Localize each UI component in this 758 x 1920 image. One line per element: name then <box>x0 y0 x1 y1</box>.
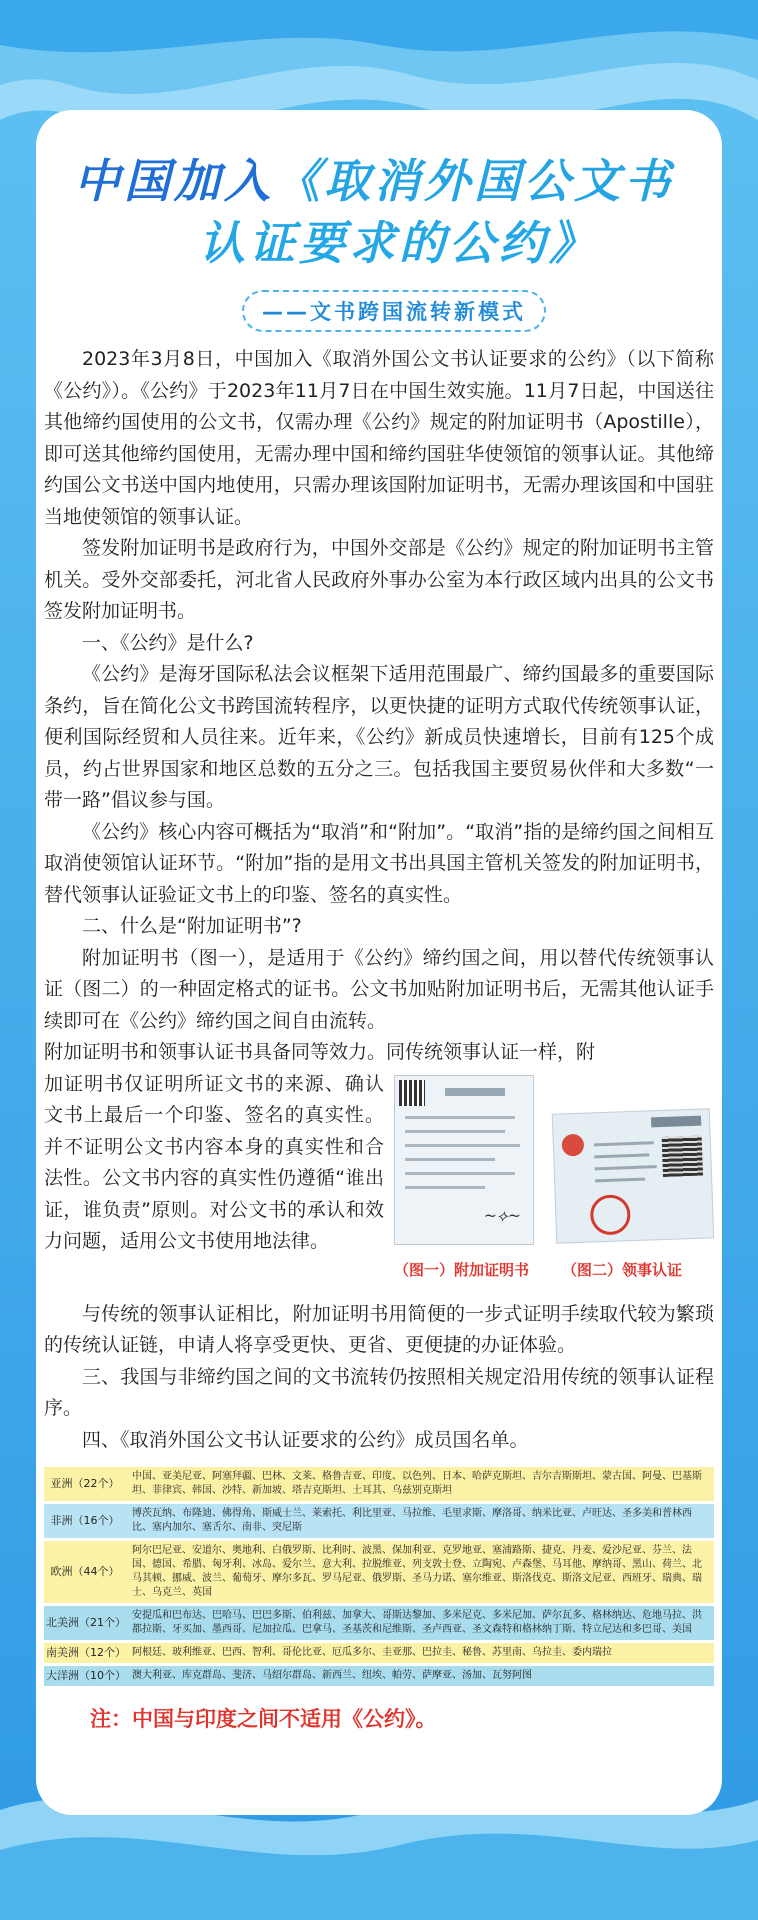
paragraph: 《公约》是海牙国际私法会议框架下适用范围最广、缔约国最多的重要国际条约，旨在简化公文书跨国流转程序，以更快捷的证明方式取代传统领事认证，便利国际经贸和人员往来。近年来，《公约》新成员快速增长，目前有125个成员，约占世界国家和地区总数的五分之三。包括我国主要贸易伙伴和大多数“一带一路”倡议参与国。 <box>44 663 714 811</box>
doc-line <box>595 1165 657 1170</box>
continent-cell: 南美洲（12个） <box>44 1643 126 1663</box>
doc-header <box>651 1115 701 1127</box>
paragraph: 附加证明书（图一），是适用于《公约》缔约国之间，用以替代传统领事认证（图二）的一种固定格式的证书。公文书加贴附加证明书后，无需其他认证手续即可在《公约》缔约国之间自由流转。 <box>44 946 714 1032</box>
countries-cell: 博茨瓦纳、布隆迪、佛得角、斯威士兰、莱索托、利比里亚、马拉维、毛里求斯、摩洛哥、纳米比亚、卢旺达、圣多美和普林西比、塞内加尔、塞舌尔、南非、突尼斯 <box>126 1504 714 1538</box>
figure-row <box>44 1069 714 1299</box>
doc-line <box>405 1186 485 1189</box>
doc-line <box>595 1177 645 1182</box>
section-heading: 二、什么是“附加证明书”? <box>82 915 302 937</box>
title-line-1 <box>74 150 714 212</box>
table-row <box>44 1643 714 1663</box>
continent-cell: 欧洲（44个） <box>44 1541 126 1603</box>
continent-cell: 非洲（16个） <box>44 1504 126 1538</box>
emblem-icon <box>562 1133 585 1156</box>
table-row <box>44 1666 714 1686</box>
paragraph: 附加证明书和领事认证书具备同等效力。同传统领事认证一样，附 <box>44 1041 596 1063</box>
title-prefix: 中国加入 <box>74 154 274 208</box>
doc-line <box>405 1144 520 1147</box>
paragraph: 《公约》核心内容可概括为“取消”和“附加”。“取消”指的是缔约国之间相互取消使领馆认证环节。“附加”指的是用文书出具国主管机关签发的附加证明书，替代领事认证验证文书上的印鉴、签名的真实性。 <box>44 820 714 906</box>
table-row <box>44 1467 714 1501</box>
body-text <box>44 344 714 1456</box>
doc-line <box>405 1158 495 1161</box>
signature-icon: ~⟡~ <box>483 1206 521 1225</box>
countries-cell: 阿根廷、玻利维亚、巴西、智利、哥伦比亚、厄瓜多尔、圭亚那、巴拉圭、秘鲁、苏里南、乌拉圭、委内瑞拉 <box>126 1643 714 1663</box>
paragraph: 2023年3月8日，中国加入《取消外国公文书认证要求的公约》（以下简称《公约》）。《公约》于2023年11月7日在中国生效实施。11月7日起，中国送往其他缔约国使用的公文书，仅需办理《公约》规定的附加证明书（Apostille），即可送其他缔约国使用，无需办理中国和缔约国驻华使领馆的领事认证。其他缔约国公文书送中国内地使用，只需办理该国附加证明书，无需办理该国和中国驻当地使领馆的领事认证。 <box>44 348 714 528</box>
continent-cell: 大洋洲（10个） <box>44 1666 126 1686</box>
poster-content <box>44 150 714 1733</box>
subtitle-wrap <box>74 290 714 332</box>
title-line-2: 认证要求的公约》 <box>199 216 599 270</box>
consular-legalization-image <box>552 1108 714 1243</box>
section-heading: 一、《公约》是什么? <box>82 631 254 654</box>
doc-line <box>594 1153 649 1158</box>
doc-header <box>445 1088 505 1096</box>
figure-caption-2: （图二）领事认证 <box>562 1260 683 1279</box>
countries-cell: 阿尔巴尼亚、安道尔、奥地利、白俄罗斯、比利时、波黑、保加利亚、克罗地亚、塞浦路斯、捷克、丹麦、爱沙尼亚、芬兰、法国、德国、希腊、匈牙利、冰岛、爱尔兰、意大利、拉脱维亚、列支敦士登、立陶宛、卢森堡、马耳他、摩纳哥、黑山、荷兰、北马其顿、挪威、波兰、葡萄牙、摩尔多瓦、罗马尼亚、俄罗斯、圣马力诺、塞尔维亚、斯洛伐克、斯洛文尼亚、西班牙、瑞典、瑞士、乌克兰、英国 <box>126 1541 714 1603</box>
apostille-certificate-image <box>394 1075 534 1245</box>
footnote: 注：中国与印度之间不适用《公约》。 <box>90 1707 437 1731</box>
figures <box>394 1069 712 1299</box>
table-row <box>44 1606 714 1640</box>
title-accent: 《取消外国公文书 <box>274 154 674 208</box>
qr-code-icon <box>399 1080 425 1106</box>
section-heading: 三、我国与非缔约国之间的文书流转仍按照相关规定沿用传统的领事认证程序。 <box>44 1365 714 1419</box>
table-row <box>44 1504 714 1538</box>
red-seal-icon <box>590 1194 631 1235</box>
figure-paragraph: 加证明书仅证明所证文书的来源、确认文书上最后一个印鉴、签名的真实性。并不证明公文书内容本身的真实性和合法性。公文书内容的真实性仍遵循“谁出证，谁负责”原则。对公文书的承认和效力问题，适用公文书使用地法律。 <box>44 1072 384 1252</box>
section-heading: 四、《取消外国公文书认证要求的公约》成员国名单。 <box>82 1428 529 1451</box>
countries-cell: 安提瓜和巴布达、巴哈马、巴巴多斯、伯利兹、加拿大、哥斯达黎加、多米尼克、多米尼加、萨尔瓦多、格林纳达、危地马拉、洪都拉斯、牙买加、墨西哥、尼加拉瓜、巴拿马、圣基茨和尼维斯、圣卢西亚、圣文森特和格林纳丁斯、特立尼达和多巴哥、美国 <box>126 1606 714 1640</box>
table-row <box>44 1541 714 1603</box>
continent-cell: 亚洲（22个） <box>44 1467 126 1501</box>
doc-line <box>405 1130 505 1133</box>
countries-cell: 澳大利亚、库克群岛、斐济、马绍尔群岛、新西兰、纽埃、帕劳、萨摩亚、汤加、瓦努阿图 <box>126 1666 714 1686</box>
member-table <box>44 1464 714 1689</box>
doc-line <box>405 1116 515 1119</box>
continent-cell: 北美洲（21个） <box>44 1606 126 1640</box>
paragraph: 与传统的领事认证相比，附加证明书用简便的一步式证明手续取代较为繁琐的传统认证链，申请人将享受更快、更省、更便捷的办证体验。 <box>44 1302 714 1356</box>
figure-caption-1: （图一）附加证明书 <box>394 1260 530 1279</box>
paragraph: 签发附加证明书是政府行为，中国外交部是《公约》规定的附加证明书主管机关。受外交部委托，河北省人民政府外事办公室为本行政区域内出具的公文书签发附加证明书。 <box>44 537 714 622</box>
countries-cell: 中国、亚美尼亚、阿塞拜疆、巴林、文莱、格鲁吉亚、印度、以色列、日本、哈萨克斯坦、吉尔吉斯斯坦、蒙古国、阿曼、巴基斯坦、菲律宾、韩国、沙特、新加坡、塔吉克斯坦、土耳其、乌兹别克斯坦 <box>126 1467 714 1501</box>
doc-line <box>405 1172 515 1175</box>
subtitle-badge: ——文书跨国流转新模式 <box>242 290 546 332</box>
barcode-icon <box>662 1135 703 1176</box>
doc-line <box>594 1141 654 1146</box>
